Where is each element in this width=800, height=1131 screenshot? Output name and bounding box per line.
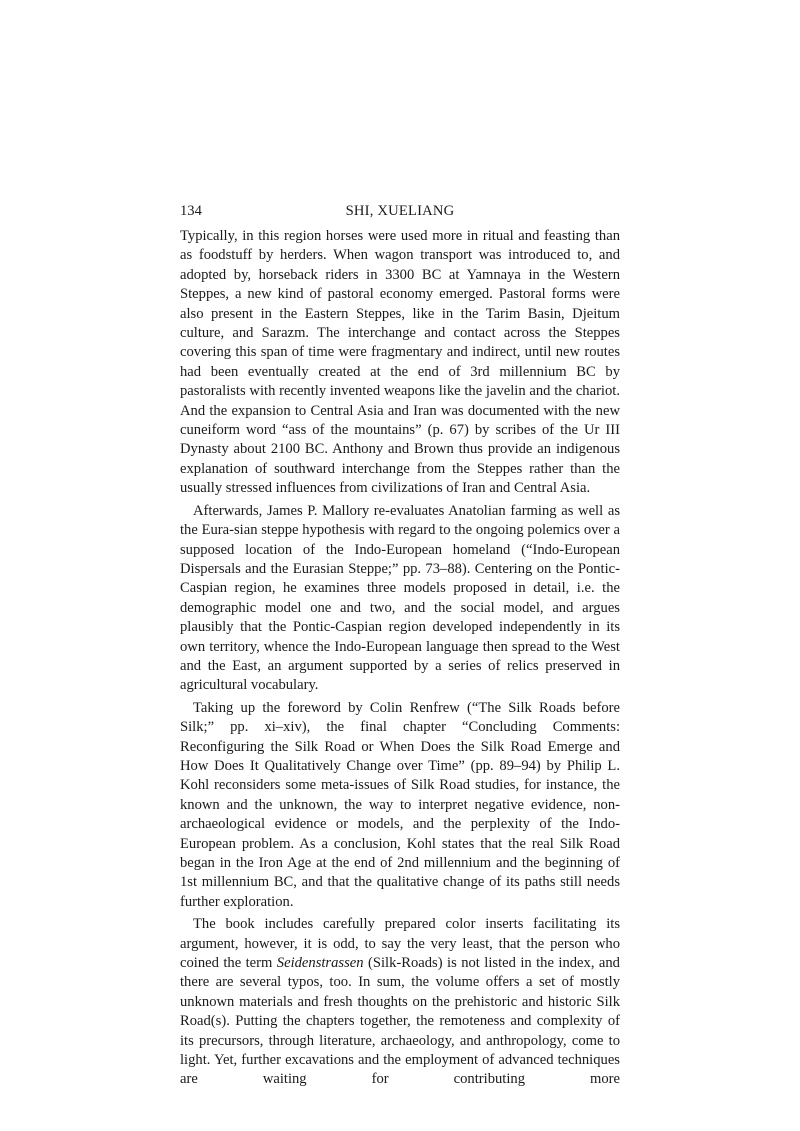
paragraph-1: Typically, in this region horses were used more in ritual and feasting than as foodstuff by herders. When wagon transport was introduced to, and adopted by, horseback riders in 3300 BC at Yamnaya in the Western Steppes, a new kind of pastoral economy emerged. Pastoral forms were also present in the Eastern Steppes, like in the Tarim Basin, Djeitum culture, and Sarazm. The interchange and contact across the Steppes covering this span of time were fragmentary and indirect, until new routes had been eventually created at the end of 3rd millennium BC by pastoralists with recently invented weapons like the javelin and the chariot. And the expansion to Central Asia and Iran was documented with the new cuneiform word “ass of the mountains” (p. 67) by scribes of the Ur III Dynasty about 2100 BC. Anthony and Brown thus provide an indigenous explanation of southward interchange from the Steppes rather than the usually stressed influences from civilizations of Iran and Central Asia. xyxy=(180,228,620,497)
article-body xyxy=(180,227,620,1090)
paragraph-2: Afterwards, James P. Mallory re-evaluates Anatolian farming as well as the Eura-sian steppe hypothesis with regard to the ongoing polemics over a supposed location of the Indo-European homeland (“Indo-European Dispersals and the Eurasian Steppe;” pp. 73–88). Centering on the Pontic-Caspian region, he examines three models proposed in detail, i.e. the demographic model one and two, and the social model, and argues plausibly that the Pontic-Caspian region developed independently in its own territory, whence the Indo-European language then spread to the West and the East, an argument supported by a series of relics preserved in agricultural vocabulary. xyxy=(180,502,620,694)
running-head: SHI, XUELIANG xyxy=(345,203,455,219)
page-header xyxy=(180,200,620,222)
paragraph-4 xyxy=(180,915,620,1090)
italic-term: Seidenstrassen xyxy=(276,955,364,972)
paragraph-4-text-b: (Silk-Roads) is not listed in the index, and there are several typos, too. In sum, the volume offers a set of mostly unknown materials and fresh thoughts on the prehistoric and historic Silk Road(s). Putting the chapters together, the remoteness and complexity of its precursors, through literature, archaeology, and anthropology, come to light. Yet, further excavations and the employment of advanced techniques are waiting for contributing more xyxy=(180,955,620,1088)
paragraph-4-text-a: The book includes carefully prepared color inserts facilitating its argument, however, it is odd, to say the very least, that the person who coined the term xyxy=(180,916,620,972)
page-number: 134 xyxy=(180,203,202,219)
paragraph-3: Taking up the foreword by Colin Renfrew (“The Silk Roads before Silk;” pp. xi–xiv), the final chapter “Concluding Comments: Reconfiguring the Silk Road or When Does the Silk Road Emerge and How Does It Qualitatively Change over Time” (pp. 89–94) by Philip L. Kohl reconsiders some meta-issues of Silk Road studies, for instance, the known and the unknown, the way to interpret negative evidence, non-archaeological evidence or models, and the perplexity of the Indo-European problem. As a conclusion, Kohl states that the real Silk Road began in the Iron Age at the end of 2nd millennium and the beginning of 1st millennium BC, and that the qualitative change of its paths still needs further exploration. xyxy=(180,699,620,910)
